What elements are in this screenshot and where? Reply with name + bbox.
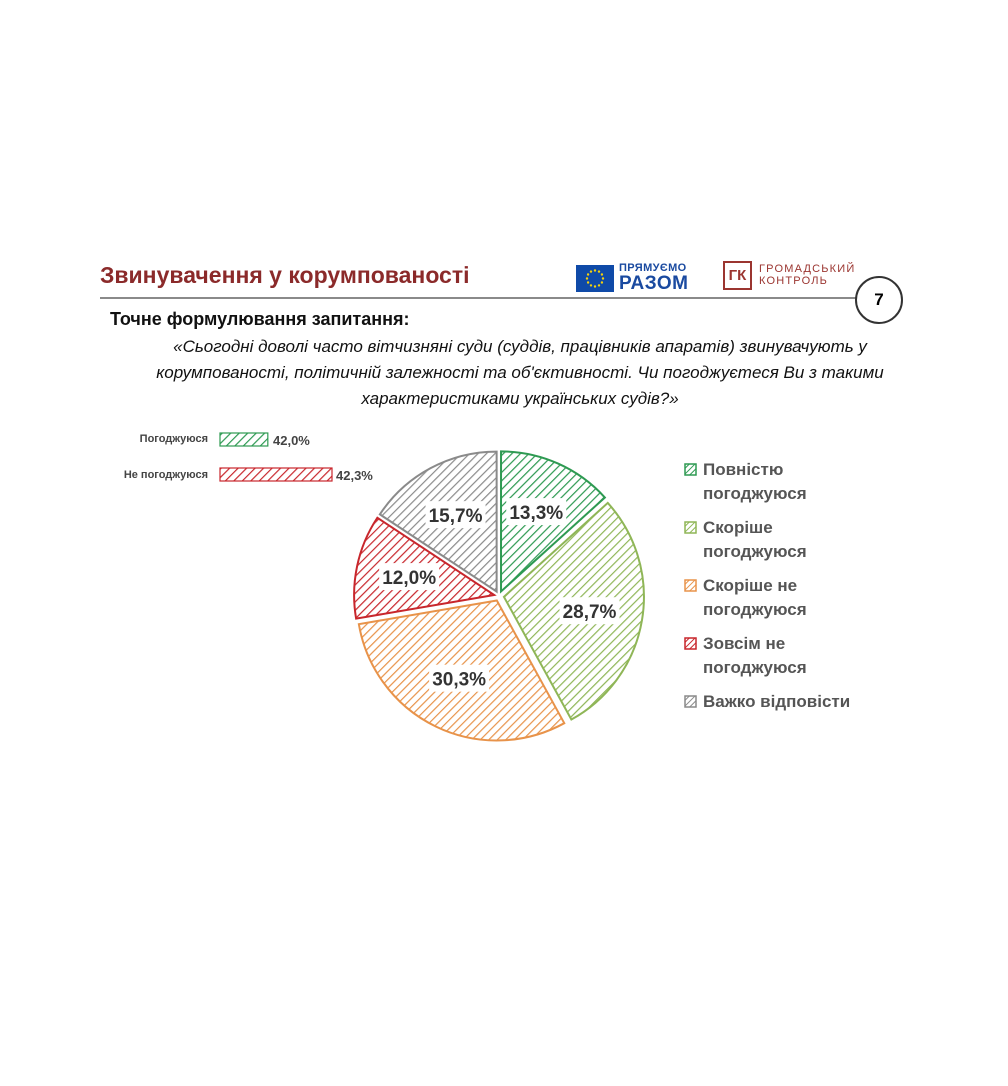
question-text: «Сьогодні доволі часто вітчизняні суди (суддів, працівників апаратів) звинувачують у корумпованості, політичній залежності та об'єктивності. Чи погоджуєтеся Ви з такими характеристиками українських судів?» — [156, 337, 884, 408]
page-title: Звинувачення у корумпованості — [100, 262, 470, 288]
legend-item — [684, 458, 894, 506]
legend-item — [684, 574, 894, 622]
legend-swatch — [684, 637, 697, 650]
bar-0 — [220, 433, 268, 446]
legend-swatch — [684, 463, 697, 476]
logo-eu-bottom-text: РАЗОМ — [619, 273, 689, 294]
legend-label: Скоріше не погоджуюся — [703, 576, 807, 619]
legend-label: Важко відповісти — [703, 692, 851, 711]
legend-label: Зовсім не погоджуюся — [703, 634, 807, 677]
legend-label: Повністю погоджуюся — [703, 460, 807, 503]
question-label: Точне формулювання запитання: — [110, 309, 410, 329]
page-number: 7 — [855, 276, 903, 324]
pie-chart — [349, 446, 649, 746]
legend-label: Скоріше погоджуюся — [703, 518, 807, 561]
bar-value-label: 42,0% — [273, 433, 310, 448]
bar-value-label: 42,3% — [336, 468, 373, 483]
pie-value-label: 28,7% — [562, 602, 617, 624]
bar-category-label: Не погоджуюся — [123, 469, 208, 481]
pie-legend — [684, 458, 894, 724]
legend-item — [684, 690, 894, 714]
pie-value-label: 12,0% — [382, 568, 437, 590]
legend-swatch — [684, 579, 697, 592]
logo-eu-top-text: ПРЯМУЄМО — [619, 262, 687, 274]
gk-logo-icon: ГК — [723, 261, 752, 290]
logo-gromadskyi-kontrol — [723, 261, 856, 290]
legend-swatch — [684, 521, 697, 534]
logo-gk-line1: ГРОМАДСЬКИЙ — [759, 262, 856, 275]
pie-value-label: 13,3% — [509, 503, 564, 525]
header-divider — [100, 297, 860, 299]
bar-1 — [220, 468, 332, 481]
pie-value-label: 30,3% — [432, 669, 487, 691]
legend-item — [684, 632, 894, 680]
logo-gk-line2: КОНТРОЛЬ — [759, 274, 829, 287]
eu-flag-icon — [576, 265, 614, 292]
legend-item — [684, 516, 894, 564]
logo-pryamuiemo-razom — [576, 263, 688, 293]
pie-value-label: 15,7% — [428, 506, 483, 528]
bar-category-label: Погоджуюся — [139, 433, 208, 445]
legend-swatch — [684, 695, 697, 708]
